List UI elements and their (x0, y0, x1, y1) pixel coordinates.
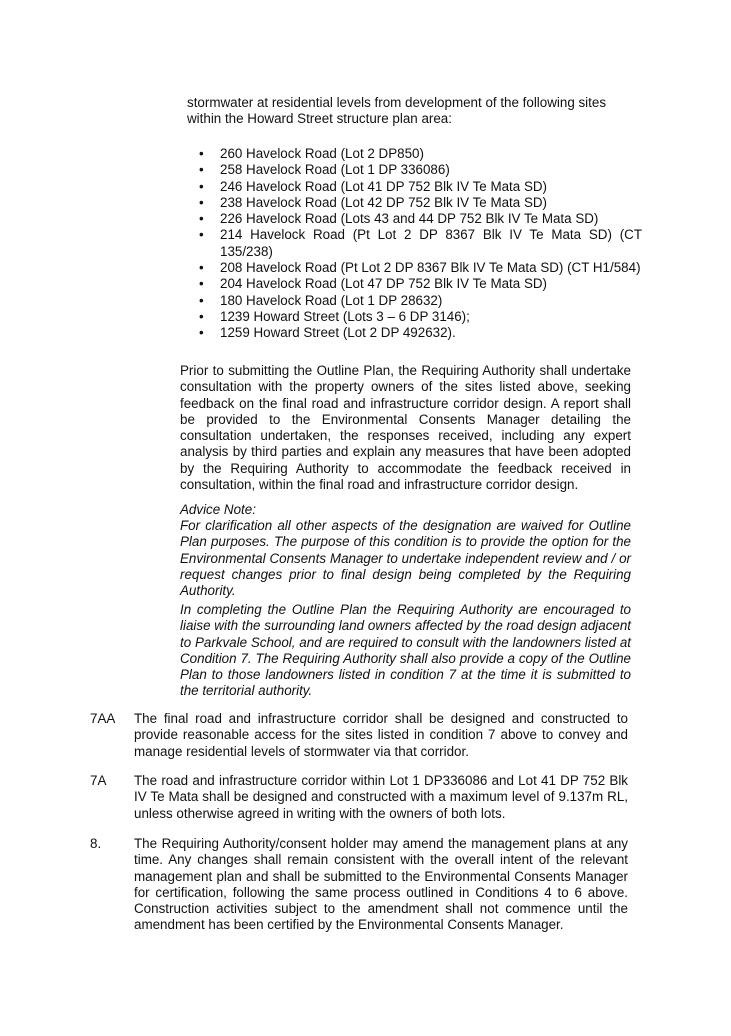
advice-note-paragraph-2: In completing the Outline Plan the Requiring Authority are encouraged to liaise with the surrounding land owners affected by the road design adjacent to Parkvale School, and are required to consult with the landowners listed at Condition 7. The Requiring Authority shall also provide a copy of the Outline Plan to those landowners listed in condition 7 at the time it is submitted to the territorial authority. (180, 602, 631, 699)
intro-line-2: within the Howard Street structure plan area: (187, 111, 452, 127)
site-list-item: • 208 Havelock Road (Pt Lot 2 DP 8367 Blk IV Te Mata SD) (CT H1/584) (187, 260, 642, 276)
condition-text: The Requiring Authority/consent holder may amend the management plans at any time. Any changes shall remain consistent with the overall intent of the relevant management plan and shall be submitted to the Environmental Consents Manager for certification, following the same process outlined in Conditions 4 to 6 above. Construction activities subject to the amendment shall not commence until the amendment has been certified by the Environmental Consents Manager. (134, 836, 628, 933)
site-list-item: • 226 Havelock Road (Lots 43 and 44 DP 752 Blk IV Te Mata SD) (187, 211, 642, 227)
consultation-paragraph: Prior to submitting the Outline Plan, the Requiring Authority shall undertake consultation with the property owners of the sites listed above, seeking feedback on the final road and infrastructure corridor design. A report shall be provided to the Environmental Consents Manager detailing the consultation undertaken, the responses received, including any expert analysis by third parties and explain any measures that have been adopted by the Requiring Authority to accommodate the feedback received in consultation, within the final road and infrastructure corridor design. (180, 363, 631, 493)
intro-line-1: stormwater at residential levels from development of the following sites (187, 95, 607, 110)
site-list-item: • 214 Havelock Road (Pt Lot 2 DP 8367 Blk IV Te Mata SD) (CT 135/238) (187, 227, 642, 260)
site-list-item: • 258 Havelock Road (Lot 1 DP 336086) (187, 162, 642, 178)
condition-text: The road and infrastructure corridor within Lot 1 DP336086 and Lot 41 DP 752 Blk IV Te Mata shall be designed and constructed with a maximum level of 9.137m RL, unless otherwise agreed in writing with the owners of both lots. (134, 773, 628, 821)
site-list-item: • 238 Havelock Road (Lot 42 DP 752 Blk IV Te Mata SD) (187, 195, 642, 211)
advice-note-paragraph-1: For clarification all other aspects of the designation are waived for Outline Plan purposes. The purpose of this condition is to provide the option for the Environmental Consents Manager to undertake independent review and / or request changes prior to final design being completed by the Requiring Authority. (180, 518, 631, 599)
site-list-item: • 1239 Howard Street (Lots 3 – 6 DP 3146); (187, 309, 642, 325)
site-list-item: • 1259 Howard Street (Lot 2 DP 492632). (187, 325, 642, 341)
condition-number: 8. (90, 836, 102, 851)
site-list-item: • 180 Havelock Road (Lot 1 DP 28632) (187, 293, 642, 309)
advice-note-heading: Advice Note: (180, 502, 256, 517)
condition-number: 7A (90, 773, 107, 788)
intro-paragraph (187, 95, 630, 128)
site-list-item: • 204 Havelock Road (Lot 47 DP 752 Blk IV Te Mata SD) (187, 276, 642, 292)
condition-number: 7AA (90, 711, 116, 726)
site-list-item: • 246 Havelock Road (Lot 41 DP 752 Blk IV Te Mata SD) (187, 179, 642, 195)
site-list-item: • 260 Havelock Road (Lot 2 DP850) (187, 146, 642, 162)
condition-text: The final road and infrastructure corridor shall be designed and constructed to provide reasonable access for the sites listed in condition 7 above to convey and manage residential levels of stormwater via that corridor. (134, 711, 628, 759)
site-list (187, 146, 642, 342)
